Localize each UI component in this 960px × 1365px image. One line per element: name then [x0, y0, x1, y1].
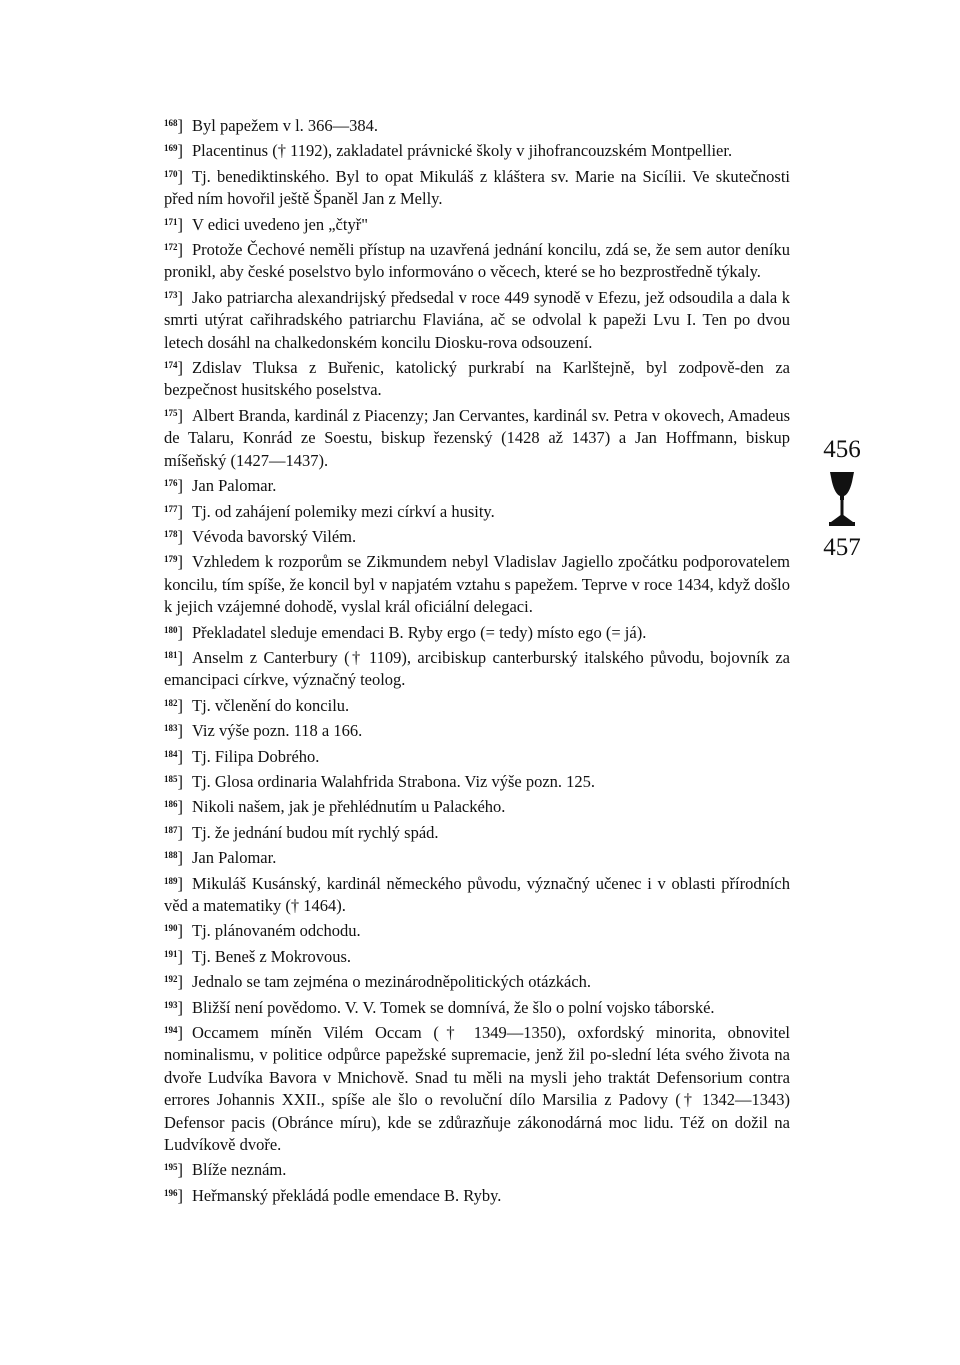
footnote-text: Vévoda bavorský Vilém. — [192, 526, 357, 546]
footnote-number: 196 — [164, 1187, 178, 1198]
footnote-number: 188 — [164, 850, 178, 861]
footnote-text: Tj. včlenění do koncilu. — [192, 695, 350, 715]
footnote — [164, 768, 790, 793]
footnote-text: Zdislav Tluksa z Buřenic, katolický purkrabí na Karlštejně, byl zodpově-den za bezpečnost husitského poselstva. — [164, 358, 790, 400]
footnote — [164, 870, 790, 918]
footnote-bracket: ] — [177, 287, 183, 307]
footnote-text: Jako patriarcha alexandrijský předsedal v roce 449 synodě v Efezu, jež odsoudila a dala k smrti utýrat cařihradského patriarchu Flaviána, ač se odvolal k papeži Lvu I. Ten po dvou letech dosáhl na chalkedonském koncilu Diosku-rova odsouzení. — [164, 287, 790, 352]
footnote-number: 195 — [164, 1162, 178, 1173]
footnote — [164, 1182, 790, 1207]
footnote-number: 171 — [164, 216, 178, 227]
footnote-number: 177 — [164, 503, 178, 514]
footnote-number: 178 — [164, 528, 178, 539]
footnote — [164, 692, 790, 717]
footnote-text: Viz výše pozn. 118 a 166. — [192, 721, 363, 741]
footnote-text: Tj. Filipa Dobrého. — [192, 746, 320, 766]
footnote-bracket: ] — [177, 166, 183, 186]
footnote-text: Byl papežem v l. 366—384. — [192, 116, 379, 135]
footnote-bracket: ] — [177, 552, 183, 572]
footnote-bracket: ] — [177, 476, 183, 496]
footnote — [164, 743, 790, 768]
footnote-number: 180 — [164, 624, 178, 635]
footnote — [164, 402, 790, 472]
footnote-number: 187 — [164, 824, 178, 835]
footnote-text: Bližší není povědomo. V. V. Tomek se domnívá, že šlo o polní vojsko táborské. — [192, 997, 715, 1017]
footnote — [164, 112, 790, 137]
footnote-text: Anselm z Canterbury († 1109), arcibiskup canterburský italského původu, bojovník za emancipaci církve, význačný teolog. — [164, 647, 790, 690]
footnote-bracket: ] — [177, 622, 183, 642]
footnote — [164, 284, 790, 354]
footnote-bracket: ] — [177, 822, 183, 842]
footnote-number: 191 — [164, 948, 178, 959]
footnote-number: 175 — [164, 407, 178, 418]
footnote-bracket: ] — [177, 921, 183, 941]
footnote-number: 174 — [164, 360, 178, 371]
footnote — [164, 236, 790, 284]
footnote-number: 182 — [164, 697, 178, 708]
footnote — [164, 498, 790, 523]
footnote-text: Jan Palomar. — [192, 848, 277, 868]
footnotes-list — [164, 112, 790, 1207]
footnote-bracket: ] — [177, 695, 183, 715]
footnote-bracket: ] — [177, 141, 183, 161]
footnote-number: 179 — [164, 554, 178, 565]
footnote-bracket: ] — [177, 1160, 183, 1180]
footnote-text: Heřmanský překládá podle emendace B. Ryby. — [192, 1185, 502, 1205]
footnote-text: Tj. benediktinského. Byl to opat Mikuláš z kláštera sv. Marie na Sicílii. Ve skutečnosti před ním hovořil ještě Španěl Jan z Melly. — [164, 166, 790, 209]
footnote — [164, 1156, 790, 1181]
footnote-number: 186 — [164, 799, 178, 810]
footnote-bracket: ] — [177, 1185, 183, 1205]
footnote-bracket: ] — [177, 647, 183, 667]
page-number-bottom: 457 — [823, 534, 861, 561]
footnote-text: Albert Branda, kardinál z Piacenzy; Jan Cervantes, kardinál sv. Petra v okovech, Amadeus de Talaru, Konrád ze Soestu, biskup řezenský (1428 až 1437) a Jan Hoffmann, biskup míšeňský (1427—1437). — [164, 405, 790, 470]
footnote-bracket: ] — [177, 972, 183, 992]
footnote — [164, 644, 790, 692]
footnote-bracket: ] — [177, 997, 183, 1017]
chalice-icon — [827, 470, 857, 528]
footnote-number: 173 — [164, 289, 178, 300]
footnote-number: 172 — [164, 242, 178, 253]
footnote — [164, 793, 790, 818]
footnote-text: Mikuláš Kusánský, kardinál německého původu, význačný učenec i v oblasti přírodních věd a matematiky († 1464). — [164, 873, 790, 915]
footnote-bracket: ] — [177, 873, 183, 893]
footnote-text: Jan Palomar. — [192, 476, 277, 496]
footnote-number: 176 — [164, 478, 178, 489]
footnote-number: 168 — [164, 118, 178, 128]
footnote-text: Placentinus († 1192), zakladatel právnické školy v jihofrancouzském Montpellier. — [192, 141, 733, 161]
footnote-number: 169 — [164, 143, 178, 154]
footnote-number: 183 — [164, 723, 178, 734]
footnote-number: 194 — [164, 1025, 178, 1036]
page-number-top: 456 — [823, 436, 861, 463]
footnote-text: Blíže neznám. — [192, 1160, 287, 1180]
footnote-text: Tj. Glosa ordinaria Walahfrida Strabona. Viz výše pozn. 125. — [192, 771, 596, 791]
footnote-text: Tj. Beneš z Mokrovous. — [192, 946, 352, 966]
footnote-bracket: ] — [177, 797, 183, 817]
footnote-number: 185 — [164, 773, 178, 784]
footnote-bracket: ] — [177, 746, 183, 766]
footnote-bracket: ] — [177, 405, 183, 425]
footnote-number: 189 — [164, 875, 178, 886]
footnote — [164, 819, 790, 844]
footnote-number: 184 — [164, 748, 178, 759]
footnote-text: V edici uvedeno jen „čtyř" — [192, 214, 368, 234]
footnote-text: Jednalo se tam zejména o mezinárodněpolitických otázkách. — [192, 972, 592, 992]
footnote-bracket: ] — [177, 501, 183, 521]
footnote-bracket: ] — [177, 848, 183, 868]
footnote-number: 192 — [164, 974, 178, 985]
footnote — [164, 943, 790, 968]
footnote-number: 170 — [164, 168, 178, 179]
footnote-text: Překladatel sleduje emendaci B. Ryby ergo (= tedy) místo ego (= já). — [192, 622, 647, 642]
footnote-bracket: ] — [177, 946, 183, 966]
margin-page-marker — [812, 436, 872, 562]
footnote-bracket: ] — [177, 116, 183, 135]
footnote — [164, 917, 790, 942]
footnote-text: Protože Čechové neměli přístup na uzavřená jednání koncilu, zdá se, že sem autor deníku pronikl, aby české poselstvo bylo informováno o věcech, které se ho bezprostředně týkaly. — [164, 240, 790, 282]
footnote-number: 181 — [164, 649, 178, 660]
footnote — [164, 1019, 790, 1156]
footnote — [164, 619, 790, 644]
footnote-text: Occamem míněn Vilém Occam († 1349—1350), oxfordský minorita, obnovitel nominalismu, v politice odpůrce papežské supremacie, jenž žil po-slední léta svého života na dvoře Ludvíka Bavora v Mnichově. Snad tu měli na mysli jeho traktát Defensorium contra errores Johannis XXII., spíše ale šlo o revoluční dílo Marsilia z Padovy († 1342—1343) Defensor pacis (Obránce míru), kde se zdůrazňuje zákonodárná moc lidu. Též on dožil na Ludvíkově dvoře. — [164, 1023, 790, 1155]
footnote — [164, 523, 790, 548]
footnote — [164, 548, 790, 618]
footnote — [164, 472, 790, 497]
footnote-bracket: ] — [177, 1023, 183, 1043]
footnote — [164, 211, 790, 236]
footnote — [164, 994, 790, 1019]
footnote — [164, 137, 790, 162]
footnote-bracket: ] — [177, 358, 183, 378]
footnote-bracket: ] — [177, 526, 183, 546]
footnote-number: 193 — [164, 999, 178, 1010]
footnote — [164, 354, 790, 402]
footnote-bracket: ] — [177, 721, 183, 741]
footnote — [164, 717, 790, 742]
footnote-text: Nikoli našem, jak je přehlédnutím u Palackého. — [192, 797, 506, 817]
footnote-number: 190 — [164, 923, 178, 934]
footnote-text: Vzhledem k rozporům se Zikmundem nebyl Vladislav Jagiello zpočátku podporovatelem koncilu, tím spíše, že koncil byl v napjatém vztahu s papežem. Teprve v roce 1434, když došlo k jejich vzájemné dohodě, vyslal král oficiální delegaci. — [164, 552, 790, 617]
footnote-text: Tj. plánovaném odchodu. — [192, 921, 361, 941]
footnote — [164, 844, 790, 869]
footnote-bracket: ] — [177, 214, 183, 234]
footnote-text: Tj. že jednání budou mít rychlý spád. — [192, 822, 439, 842]
footnote-text: Tj. od zahájení polemiky mezi církví a husity. — [192, 501, 495, 521]
footnote-bracket: ] — [177, 771, 183, 791]
footnote — [164, 163, 790, 211]
footnote — [164, 968, 790, 993]
footnote-bracket: ] — [177, 240, 183, 260]
